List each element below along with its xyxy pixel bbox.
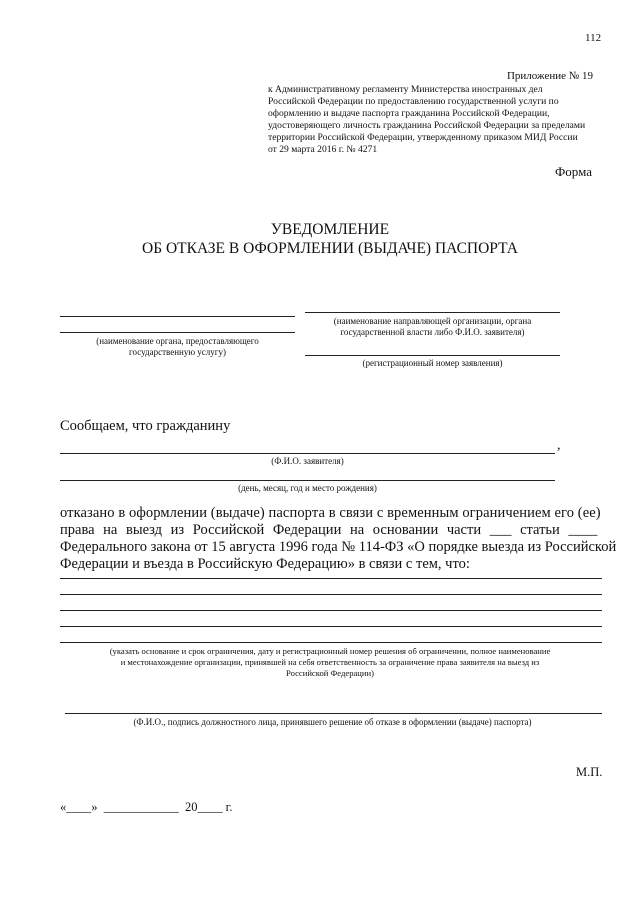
page-number: 112 xyxy=(585,32,602,44)
caption-line: и местонахождение организации, принявшей на себя ответственность за ограничение права заявителя на выезд из xyxy=(120,657,540,667)
appendix-line: территории Российской Федерации, утвержденному приказом МИД России xyxy=(268,132,578,143)
birth-line xyxy=(60,480,555,481)
official-line xyxy=(65,713,602,714)
caption-line: (наименование органа, предоставляющего xyxy=(96,336,259,346)
refusal-paragraph xyxy=(60,505,617,573)
sender-caption xyxy=(305,316,560,338)
reg-number-caption: (регистрационный номер заявления) xyxy=(362,358,503,368)
date-line: «____» ____________ 20____ г. xyxy=(60,800,233,814)
appendix-line: к Административному регламенту Министерства иностранных дел xyxy=(268,84,543,95)
authority-caption xyxy=(60,336,295,358)
caption-line: (указать основание и срок ограничения, дату и регистрационный номер решения об ограничении, полное наименование xyxy=(109,646,551,656)
appendix-line: удостоверяющего личность гражданина Российской Федерации за пределами xyxy=(268,120,586,131)
caption-line: государственной власти либо Ф.И.О. заявителя) xyxy=(340,327,525,337)
sender-line xyxy=(305,312,560,313)
birth-caption: (день, месяц, год и место рождения) xyxy=(238,483,377,493)
refusal-line: Федерального закона от 15 августа 1996 года № 114-ФЗ «О порядке выезда из Российской xyxy=(60,539,617,555)
applicant-name-caption: (Ф.И.О. заявителя) xyxy=(271,456,344,466)
appendix-line: от 29 марта 2016 г. № 4271 xyxy=(268,144,378,155)
caption-line: государственную услугу) xyxy=(129,347,226,357)
authority-line-1 xyxy=(60,316,295,317)
refusal-line: Федерации и въезда в Российскую Федерацию» в связи с тем, что: xyxy=(60,556,470,572)
appendix-block xyxy=(268,70,593,156)
authority-line-2 xyxy=(60,332,295,333)
applicant-comma: , xyxy=(557,438,561,453)
grounds-caption xyxy=(50,646,610,679)
heading-line-1: УВЕДОМЛЕНИЕ xyxy=(270,221,390,238)
caption-line: (наименование направляющей организации, органа xyxy=(333,316,532,326)
heading-line-2: ОБ ОТКАЗЕ В ОФОРМЛЕНИИ (ВЫДАЧЕ) ПАСПОРТА xyxy=(142,240,518,257)
appendix-line: Российской Федерации по предоставлению государственной услуги по xyxy=(268,96,559,107)
reason-line-1 xyxy=(60,578,602,579)
appendix-title: Приложение № 19 xyxy=(506,70,593,82)
reason-line-3 xyxy=(60,610,602,611)
reg-number-line xyxy=(305,355,560,356)
caption-line: Российской Федерации) xyxy=(286,668,374,678)
applicant-name-line xyxy=(60,453,555,454)
appendix-line: оформлению и выдаче паспорта гражданина Российской Федерации, xyxy=(268,108,550,119)
reason-line-5 xyxy=(60,642,602,643)
stamp-label: М.П. xyxy=(576,765,603,779)
reason-line-4 xyxy=(60,626,602,627)
form-label: Форма xyxy=(555,164,592,179)
document-heading xyxy=(0,220,640,258)
reason-line-2 xyxy=(60,594,602,595)
intro-text: Сообщаем, что гражданину xyxy=(60,418,231,434)
refusal-line: отказано в оформлении (выдаче) паспорта в связи с временным ограничением его (ее) xyxy=(60,505,601,521)
refusal-line: права на выезд из Российской Федерации на основании части ___ статьи ____ xyxy=(60,522,598,538)
official-caption: (Ф.И.О., подпись должностного лица, принявшего решение об отказе в оформлении (выдаче) паспорта) xyxy=(133,717,532,727)
